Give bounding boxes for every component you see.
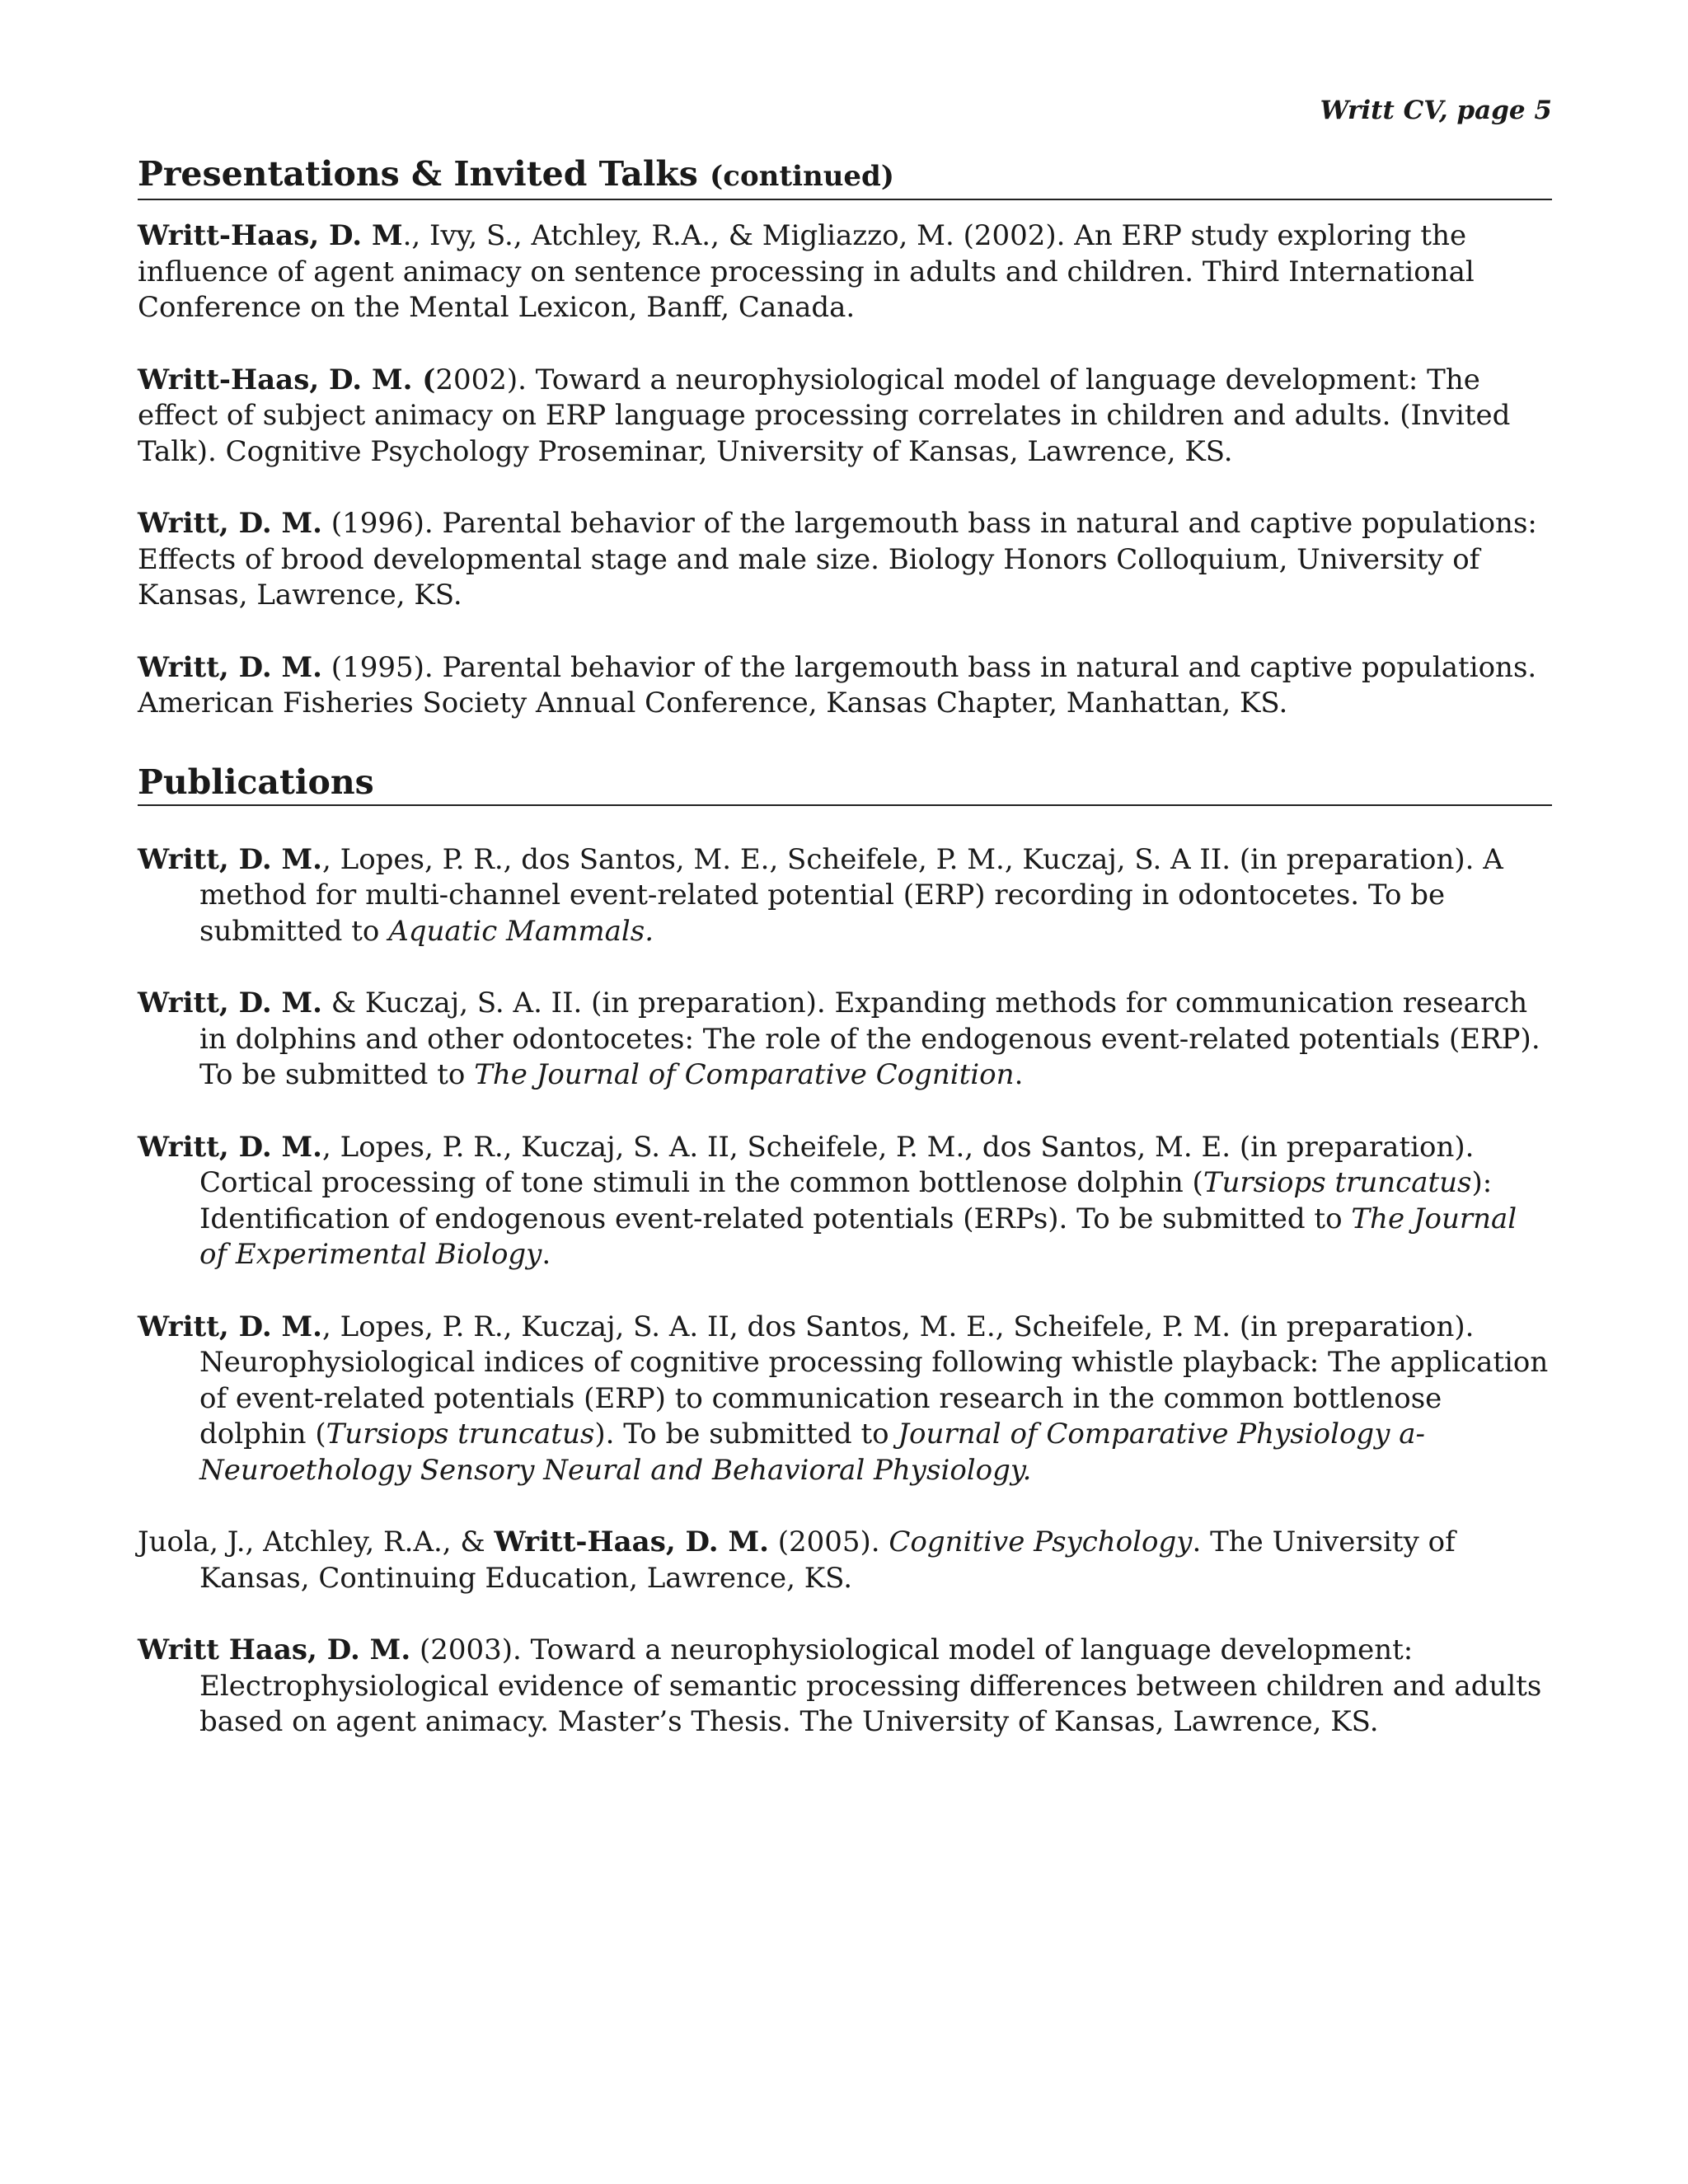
entry-journal: Aquatic Mammals.: [388, 914, 654, 948]
entry-journal: The Journal of Experimental Biology: [199, 1202, 1517, 1271]
entry-tail: . The University of Kansas, Continuing Education, Lawrence, KS.: [199, 1526, 1456, 1595]
entry-journal: Journal of Comparative Physiology a-Neuroethology Sensory Neural and Behavioral Physiology.: [199, 1418, 1425, 1487]
entry-text: (2005).: [768, 1526, 889, 1558]
entry-text: (1995). Parental behavior of the largemouth bass in natural and captive populations. American Fisheries Society Annual Conference, Kansas Chapter, Manhattan, KS.: [138, 650, 1537, 719]
entry-author: Writt-Haas, D. M.: [494, 1526, 769, 1558]
publication-entry: [138, 1633, 1552, 1741]
entry-author: Writt Haas, D. M.: [138, 1633, 411, 1666]
entry-tail: .: [1014, 1058, 1024, 1091]
entry-journal: Cognitive Psychology: [889, 1526, 1193, 1558]
entry-text: , Lopes, P. R., Kuczaj, S. A. II, Scheifele, P. M., dos Santos, M. E. (in preparation). Cortical processing of tone stimuli in the common bottlenose dolphin (: [199, 1130, 1475, 1199]
cv-page: [138, 92, 1552, 1777]
entry-lead: Juola, J., Atchley, R.A., &: [138, 1526, 495, 1558]
entry-text-b: ). To be submitted to: [594, 1418, 898, 1451]
presentation-entry: [138, 218, 1552, 326]
entry-author: Writt, D. M.: [138, 842, 322, 876]
entry-author: Writt, D. M.: [138, 987, 322, 1019]
entry-text: & Kuczaj, S. A. II. (in preparation). Expanding methods for communication research in dolphins and other odontocetes: The role of the endogenous event-related potentials (ERP). To be submitted to: [199, 987, 1540, 1091]
publication-entry: [138, 986, 1552, 1094]
presentations-list: [138, 218, 1552, 722]
publication-entry: [138, 1310, 1552, 1489]
entry-text: , Lopes, P. R., Kuczaj, S. A. II, dos Santos, M. E., Scheifele, P. M. (in preparation). Neurophysiological indices of cognitive processing following whistle playback: The application of event-related potentials (ERP) to communication research in the common bottlenose dolphin (: [199, 1310, 1549, 1451]
presentations-heading: [138, 152, 1552, 200]
presentation-entry: [138, 363, 1552, 471]
entry-text: 2002). Toward a neurophysiological model of language development: The effect of subject animacy on ERP language processing correlates in children and adults. (Invited Talk). Cognitive Psychology Proseminar, University of Kansas, Lawrence, KS.: [138, 363, 1511, 468]
entry-author: Writt-Haas, D. M: [138, 219, 403, 252]
entry-tail: .: [542, 1238, 551, 1271]
publication-entry: [138, 1130, 1552, 1273]
entry-species: Tursiops truncatus: [326, 1418, 595, 1451]
presentations-heading-suffix: (continued): [710, 160, 894, 193]
publications-heading: Publications: [138, 760, 1552, 806]
presentation-entry: [138, 506, 1552, 614]
entry-author: Writt, D. M.: [138, 1310, 322, 1343]
publication-entry: [138, 842, 1552, 950]
entry-text: , Lopes, P. R., dos Santos, M. E., Scheifele, P. M., Kuczaj, S. A II. (in preparation). A method for multi-channel event-related potential (ERP) recording in odontocetes. To be submitted to: [199, 842, 1503, 948]
entry-text: ., Ivy, S., Atchley, R.A., & Migliazzo, M. (2002). An ERP study exploring the influence of agent animacy on sentence processing in adults and children. Third International Conference on the Mental Lexicon, Banff, Canada.: [138, 219, 1475, 324]
running-head: Writt CV, page 5: [1320, 96, 1552, 125]
presentations-heading-text: Presentations & Invited Talks: [138, 154, 698, 194]
entry-text: (1996). Parental behavior of the largemouth bass in natural and captive populations: Effects of brood developmental stage and male size. Biology Honors Colloquium, University of Kansas, Lawrence, KS.: [138, 507, 1537, 612]
entry-text-b: ): Identification of endogenous event-related potentials (ERPs). To be submitted to: [199, 1166, 1493, 1235]
entry-species: Tursiops truncatus: [1203, 1166, 1472, 1199]
entry-author: Writt-Haas, D. M. (: [138, 363, 436, 396]
entry-author: Writt, D. M.: [138, 507, 322, 540]
publications-list: [138, 842, 1552, 1741]
entry-text: (2003). Toward a neurophysiological model of language development: Electrophysiological evidence of semantic processing differences between children and adults based on agent animacy. Master’s Thesis. The University of Kansas, Lawrence, KS.: [199, 1633, 1542, 1738]
presentation-entry: [138, 650, 1552, 722]
entry-author: Writt, D. M.: [138, 650, 322, 684]
entry-author: Writt, D. M.: [138, 1130, 322, 1164]
entry-journal: The Journal of Comparative Cognition: [474, 1058, 1015, 1091]
publication-entry: [138, 1525, 1552, 1596]
